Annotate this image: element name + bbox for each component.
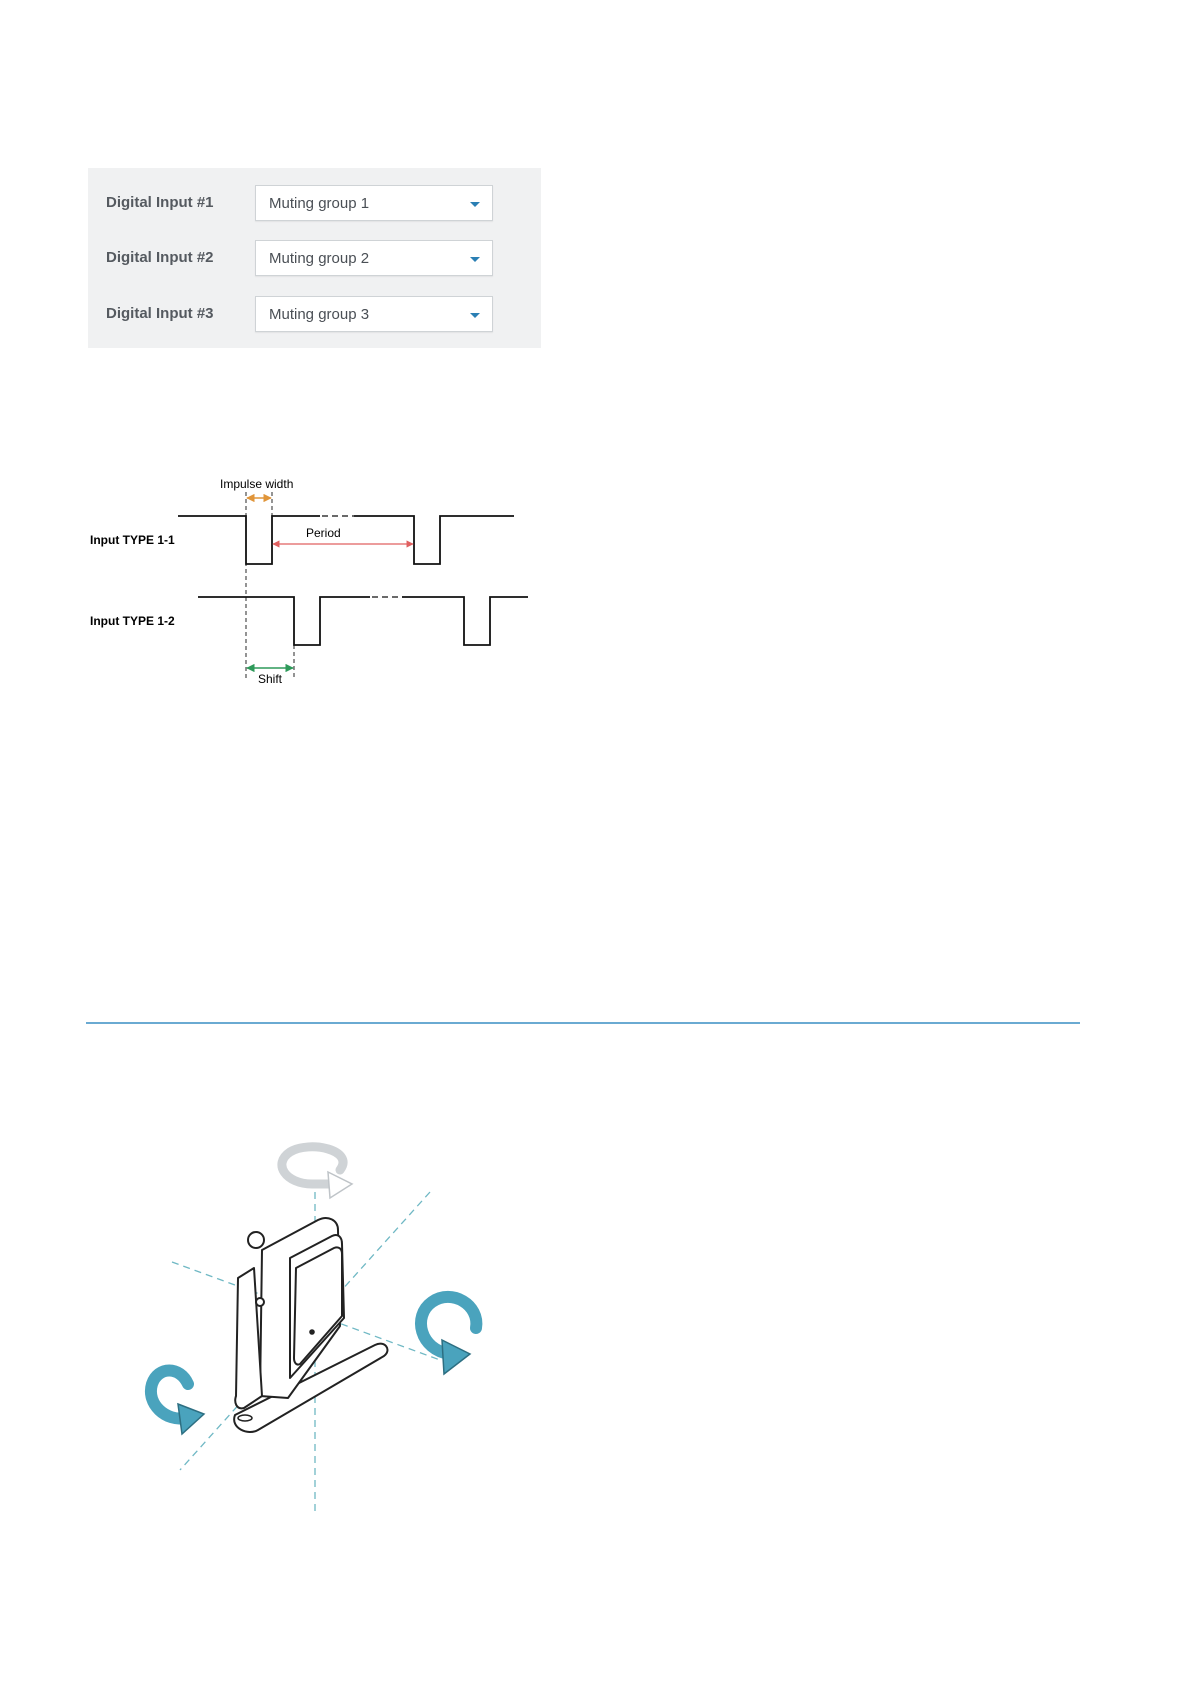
- digital-input-row-3: [88, 293, 541, 337]
- digital-input-2-select[interactable]: [255, 240, 493, 276]
- waveform-type-1-1: [178, 516, 514, 564]
- digital-input-2-label: Digital Input #2: [106, 249, 214, 266]
- period-label: Period: [306, 526, 341, 540]
- input-type-1-2-label: Input TYPE 1-2: [90, 614, 175, 628]
- section-divider: [86, 1022, 1080, 1024]
- digital-input-3-select[interactable]: [255, 296, 493, 332]
- digital-input-3-value: Muting group 3: [269, 306, 370, 323]
- digital-input-row-1: [88, 182, 541, 226]
- digital-input-3-label: Digital Input #3: [106, 305, 214, 322]
- rotate-arrow-icon: [151, 1371, 204, 1435]
- chevron-down-icon: [470, 257, 480, 262]
- digital-input-row-2: [88, 237, 541, 281]
- digital-input-1-select[interactable]: [255, 185, 493, 221]
- input-type-1-1-label: Input TYPE 1-1: [90, 533, 175, 547]
- shift-label: Shift: [258, 672, 283, 686]
- chevron-down-icon: [470, 202, 480, 207]
- digital-input-2-value: Muting group 2: [269, 250, 370, 267]
- device-body: [234, 1218, 387, 1432]
- digital-input-settings-panel: [88, 168, 541, 348]
- rotate-arrow-icon: [282, 1147, 352, 1198]
- chevron-down-icon: [470, 313, 480, 318]
- device-rotation-illustration: [140, 1140, 520, 1520]
- guide-lines: [246, 492, 294, 678]
- digital-input-1-label: Digital Input #1: [106, 194, 214, 211]
- rotate-arrow-icon: [421, 1297, 476, 1374]
- mounting-slot: [238, 1415, 252, 1421]
- waveform-type-1-2: [198, 597, 528, 645]
- digital-input-1-value: Muting group 1: [269, 195, 370, 212]
- impulse-width-label: Impulse width: [220, 477, 294, 491]
- pulse-timing-diagram: [80, 470, 540, 700]
